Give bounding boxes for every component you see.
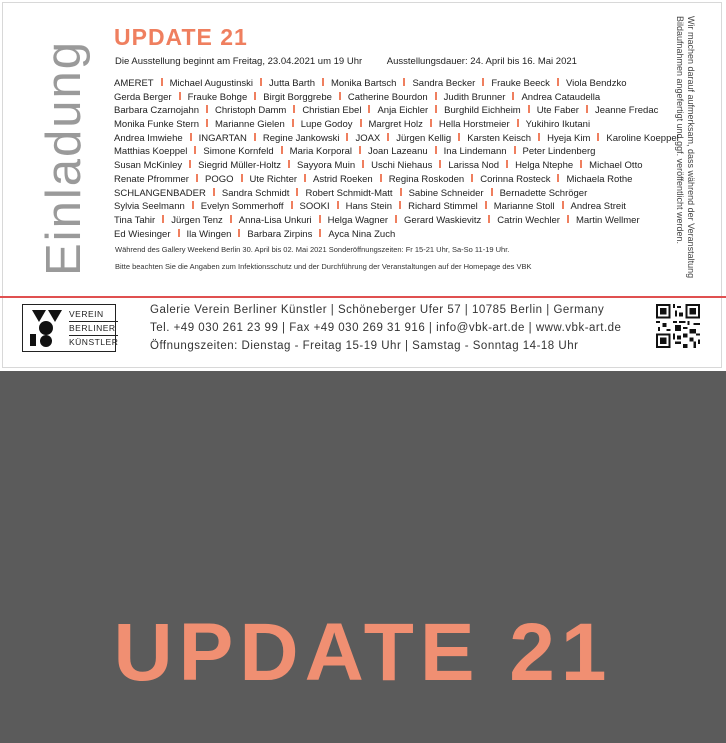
artist-row (114, 200, 660, 214)
exhibition-dates (115, 56, 577, 67)
artist-name: Maria Korporal (289, 146, 352, 158)
name-separator (514, 146, 516, 154)
name-separator (254, 92, 256, 100)
name-separator (304, 174, 306, 182)
name-separator (337, 201, 339, 209)
artist-name: Sayyora Muin (297, 160, 356, 172)
artist-name: Birgit Borggrebe (263, 91, 332, 103)
artist-name: Marianne Stoll (493, 201, 555, 213)
name-separator (488, 215, 490, 223)
artist-name: Richard Stimmel (408, 201, 478, 213)
name-separator (359, 146, 361, 154)
artist-name: Catrin Wechler (497, 214, 560, 226)
artist-name: Renate Pfrommer (114, 173, 189, 185)
artist-name: Hella Horstmeier (438, 119, 510, 131)
gallery-address: Galerie Verein Berliner Künstler | Schöneberger Ufer 57 | 10785 Berlin | Germany (150, 304, 605, 316)
artist-name: Anja Eichler (377, 105, 429, 117)
artist-name: Karsten Keisch (467, 132, 532, 144)
artist-name: Corinna Rosteck (480, 173, 551, 185)
name-separator (471, 174, 473, 182)
name-separator (213, 188, 215, 196)
artist-row (114, 91, 660, 105)
artist-name: Judith Brunner (443, 91, 506, 103)
artist-name: Catherine Bourdon (347, 91, 428, 103)
qr-code-icon[interactable] (656, 304, 700, 348)
name-separator (586, 105, 588, 113)
name-separator (517, 119, 519, 127)
artist-name: Jeanne Fredac (594, 105, 659, 117)
name-separator (230, 215, 232, 223)
name-separator (485, 201, 487, 209)
name-separator (399, 201, 401, 209)
artist-name: Barbara Zirpins (247, 228, 313, 240)
name-separator (322, 78, 324, 86)
name-separator (435, 92, 437, 100)
artist-name: Christoph Damm (215, 105, 287, 117)
opening-hours: Öffnungszeiten: Dienstag - Freitag 15-19 Uhr | Samstag - Sonntag 14-18 Uhr (150, 340, 579, 352)
artist-name: Helga Ntephe (515, 160, 574, 172)
artist-name: Frauke Beeck (491, 78, 550, 89)
name-separator (260, 78, 262, 86)
invitation-card (0, 0, 726, 371)
artist-name: Robert Schmidt-Matt (305, 187, 393, 199)
name-separator (179, 92, 181, 100)
artist-row (114, 145, 660, 159)
artist-row (114, 214, 660, 228)
name-separator (528, 105, 530, 113)
name-separator (346, 133, 348, 141)
artist-name: Marianne Gielen (215, 119, 285, 131)
name-separator (482, 78, 484, 86)
gallery-weekend-note: Während des Gallery Weekend Berlin 30. April bis 02. Mai 2021 Sonderöffnungszeiten: Fr 15-21 Uhr, Sa-So 11-19 Uhr. (115, 245, 510, 254)
artist-name: Monika Bartsch (330, 78, 397, 89)
artist-name: Hyeja Kim (547, 132, 591, 144)
artist-name: Sabine Schneider (408, 187, 484, 199)
artist-name: Andrea Imwiehe (114, 132, 183, 144)
artist-row (114, 118, 660, 132)
artist-name: Siegrid Müller-Holtz (198, 160, 282, 172)
artist-name: POGO (204, 173, 234, 185)
artist-row (114, 104, 660, 118)
artist-name: Andrea Streit (570, 201, 626, 213)
name-separator (491, 188, 493, 196)
opening-text: Die Ausstellung beginnt am Freitag, 23.04.2021 um 19 Uhr (115, 56, 363, 67)
name-separator (387, 133, 389, 141)
artist-name: Martin Wellmer (575, 214, 640, 226)
artist-name: Frauke Bohge (187, 91, 248, 103)
name-separator (362, 160, 364, 168)
artist-name: Gerard Waskievitz (404, 214, 482, 226)
name-separator (439, 160, 441, 168)
artist-name: Sandra Schmidt (221, 187, 290, 199)
artist-name: Karoline Koeppel (606, 132, 679, 144)
name-separator (435, 105, 437, 113)
duration-text: Ausstellungsdauer: 24. April bis 16. Mai 2021 (386, 56, 577, 67)
logo-line-kuenstler: KÜNSTLER (69, 337, 119, 347)
artist-name: Hans Stein (345, 201, 393, 213)
name-separator (206, 105, 208, 113)
artist-name: SOOKI (299, 201, 330, 213)
name-separator (292, 119, 294, 127)
artist-name: Astrid Roeken (313, 173, 373, 185)
name-separator (254, 133, 256, 141)
artist-name: Yukihiro Ikutani (525, 119, 591, 131)
name-separator (538, 133, 540, 141)
name-separator (206, 119, 208, 127)
name-separator (162, 215, 164, 223)
artist-row (114, 173, 660, 187)
name-separator (238, 229, 240, 237)
artist-name: Peter Lindenberg (522, 146, 596, 158)
name-separator (597, 133, 599, 141)
name-separator (190, 133, 192, 141)
name-separator (562, 201, 564, 209)
artist-name: Sandra Becker (412, 78, 476, 89)
artist-name: JOAX (355, 132, 381, 144)
artist-name: Barbara Czarnojahn (114, 105, 200, 117)
name-separator (178, 229, 180, 237)
artist-name: Michael Otto (589, 160, 643, 172)
artist-name: Regine Jankowski (262, 132, 340, 144)
name-separator (368, 105, 370, 113)
artist-name: Regina Roskoden (388, 173, 465, 185)
name-separator (395, 215, 397, 223)
artist-name: Viola Bendzko (565, 78, 627, 89)
artist-row (114, 159, 660, 173)
name-separator (291, 201, 293, 209)
name-separator (430, 119, 432, 127)
artist-name: Ina Lindemann (443, 146, 507, 158)
artist-row (114, 132, 679, 146)
exhibition-title: UPDATE 21 (114, 24, 248, 50)
name-separator (288, 160, 290, 168)
name-separator (403, 78, 405, 86)
artist-row (114, 77, 660, 91)
artist-name: Larissa Nod (448, 160, 500, 172)
name-separator (380, 174, 382, 182)
vbk-logo-text (69, 308, 118, 349)
artist-name: Ute Faber (536, 105, 579, 117)
artist-name: Ayca Nina Zuch (328, 228, 396, 240)
artist-name: Uschi Niehaus (371, 160, 433, 172)
artist-name: SCHLANGENBADER (114, 187, 206, 199)
name-separator (161, 78, 163, 86)
name-separator (194, 146, 196, 154)
name-separator (567, 215, 569, 223)
artist-name: Jürgen Tenz (171, 214, 223, 226)
artist-name: Joan Lazeanu (367, 146, 428, 158)
artist-name: Matthias Koeppel (114, 146, 188, 158)
artist-name: Michaela Rothe (566, 173, 633, 185)
name-separator (557, 78, 559, 86)
name-separator (296, 188, 298, 196)
artist-name: Gerda Berger (114, 91, 172, 103)
name-separator (506, 160, 508, 168)
artist-name: Susan McKinley (114, 160, 183, 172)
artist-name: Ila Wingen (186, 228, 232, 240)
name-separator (400, 188, 402, 196)
vbk-logo (22, 304, 119, 352)
gallery-contact: Tel. +49 030 261 23 99 | Fax +49 030 269 31 916 | info@vbk-art.de | www.vbk-art.de (150, 322, 622, 334)
name-separator (189, 160, 191, 168)
vbk-logo-mark (26, 308, 66, 348)
logo-line-verein: VEREIN (69, 308, 118, 322)
artist-name: Jürgen Kellig (396, 132, 452, 144)
name-separator (458, 133, 460, 141)
artist-name: Christian Ebel (302, 105, 362, 117)
artist-name: Bernadette Schröger (499, 187, 588, 199)
hygiene-note: Bitte beachten Sie die Angaben zum Infektionsschutz und der Durchführung der Veranstaltungen auf der Homepage des VBK (115, 262, 532, 271)
artist-name: Burghild Eichheim (444, 105, 521, 117)
name-separator (241, 174, 243, 182)
photo-notice (674, 16, 696, 278)
artist-name: Sylvia Seelmann (114, 201, 185, 213)
artist-name: Tina Tahir (114, 214, 156, 226)
artist-name: Simone Kornfeld (203, 146, 274, 158)
artist-row (114, 187, 660, 201)
name-separator (319, 229, 321, 237)
artist-name: Ed Wiesinger (114, 228, 171, 240)
name-separator (196, 174, 198, 182)
name-separator (319, 215, 321, 223)
artist-row (114, 228, 660, 242)
name-separator (339, 92, 341, 100)
artist-name: Jutta Barth (269, 78, 315, 89)
divider-line (0, 296, 726, 298)
artist-name: Andrea Cataudella (521, 91, 601, 103)
photo-notice-line2: Bildaufnahmen angefertigt und ggf. veröffentlicht werden. (675, 16, 685, 244)
logo-line-berliner: BERLINER (69, 322, 118, 336)
banner-title: UPDATE 21 (113, 607, 613, 698)
vertical-title: Einladung (37, 40, 91, 276)
name-separator (580, 160, 582, 168)
artist-name: Ute Richter (249, 173, 298, 185)
artist-name: Margret Holz (368, 119, 423, 131)
artist-name: Evelyn Sommerhoff (200, 201, 284, 213)
artist-name: Monika Funke Stern (114, 119, 200, 131)
artist-name: Helga Wagner (327, 214, 389, 226)
artist-list (114, 77, 679, 241)
name-separator (360, 119, 362, 127)
artist-name: Anna-Lisa Unkuri (238, 214, 312, 226)
name-separator (281, 146, 283, 154)
name-separator (557, 174, 559, 182)
photo-notice-line1: Wir machen darauf aufmerksam, dass während der Veranstaltung (686, 16, 696, 279)
artist-name: Lupe Godoy (300, 119, 353, 131)
name-separator (293, 105, 295, 113)
name-separator (512, 92, 514, 100)
artist-name: AMERET (114, 78, 154, 89)
name-separator (192, 201, 194, 209)
artist-name: Michael Augustinski (169, 78, 254, 89)
name-separator (435, 146, 437, 154)
artist-name: INGARTAN (198, 132, 247, 144)
